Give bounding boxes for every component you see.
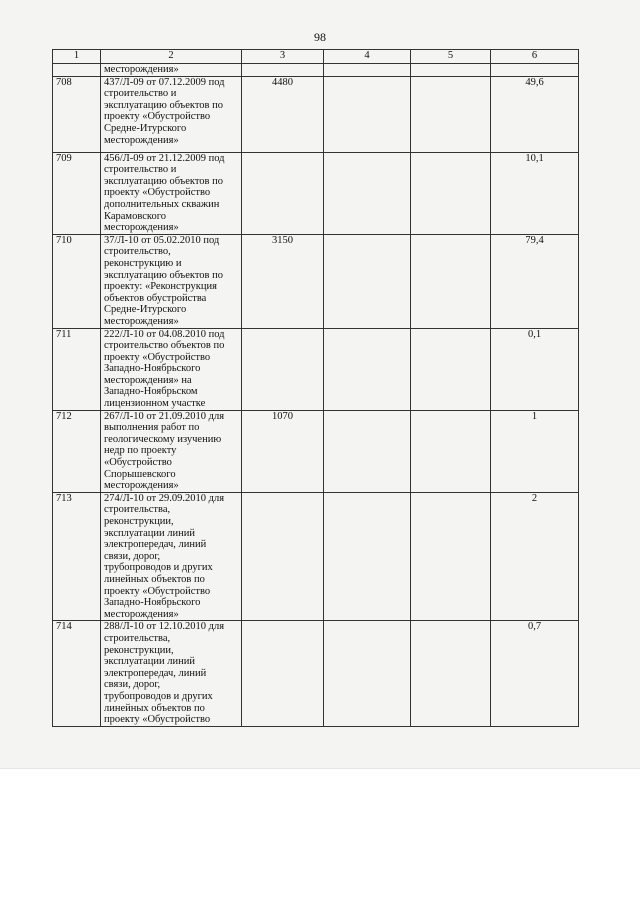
continuation-cell: месторождения»	[101, 64, 242, 77]
column-3-cell: 4480	[242, 76, 324, 152]
table-row	[53, 76, 579, 152]
column-5-cell	[411, 410, 491, 492]
column-header: 2	[101, 50, 242, 64]
column-4-cell	[324, 234, 411, 328]
column-header: 4	[324, 50, 411, 64]
continuation-row	[53, 64, 579, 77]
cell-empty	[491, 64, 579, 77]
column-3-cell	[242, 492, 324, 621]
column-4-cell	[324, 410, 411, 492]
column-header: 1	[53, 50, 101, 64]
row-number-cell: 713	[53, 492, 101, 621]
column-6-cell: 0,7	[491, 621, 579, 726]
row-number-cell: 708	[53, 76, 101, 152]
column-3-cell	[242, 328, 324, 410]
table-row	[53, 492, 579, 621]
table-row	[53, 410, 579, 492]
column-6-cell: 49,6	[491, 76, 579, 152]
row-number-cell: 712	[53, 410, 101, 492]
column-6-cell: 10,1	[491, 152, 579, 234]
description-cell: 37/Л-10 от 05.02.2010 под строительство, реконструкцию и эксплуатацию объектов по проекту: «Реконструкция объектов обустройства Средне-Итурского месторождения»	[101, 234, 242, 328]
column-5-cell	[411, 234, 491, 328]
column-number-row	[53, 50, 579, 64]
description-cell: 288/Л-10 от 12.10.2010 для строительства, реконструкции, эксплуатации линий электропередач, линий связи, дорог, трубопроводов и других линейных объектов по проекту «Обустройство	[101, 621, 242, 726]
column-5-cell	[411, 621, 491, 726]
land-plots-table	[52, 49, 579, 727]
column-4-cell	[324, 621, 411, 726]
column-4-cell	[324, 328, 411, 410]
column-6-cell: 1	[491, 410, 579, 492]
column-4-cell	[324, 76, 411, 152]
description-cell: 456/Л-09 от 21.12.2009 под строительство и эксплуатацию объектов по проекту «Обустройство дополнительных скважин Карамовского месторождения»	[101, 152, 242, 234]
column-3-cell: 3150	[242, 234, 324, 328]
cell-empty	[324, 64, 411, 77]
description-cell: 267/Л-10 от 21.09.2010 для выполнения работ по геологическому изучению недр по проекту «Обустройство Спорышевского месторождения»	[101, 410, 242, 492]
row-number-cell: 714	[53, 621, 101, 726]
description-cell: 222/Л-10 от 04.08.2010 под строительство объектов по проекту «Обустройство Западно-Ноябрьского месторождения» на Западно-Ноябрьском лицензионном участке	[101, 328, 242, 410]
column-3-cell	[242, 621, 324, 726]
column-5-cell	[411, 328, 491, 410]
column-4-cell	[324, 492, 411, 621]
row-number-cell: 710	[53, 234, 101, 328]
row-number-cell: 709	[53, 152, 101, 234]
column-5-cell	[411, 152, 491, 234]
page-number: 98	[314, 30, 326, 44]
column-5-cell	[411, 76, 491, 152]
cell-empty	[411, 64, 491, 77]
table-row	[53, 152, 579, 234]
description-cell: 274/Л-10 от 29.09.2010 для строительства, реконструкции, эксплуатации линий электропередач, линий связи, дорог, трубопроводов и других линейных объектов по проекту «Обустройство Западно-Ноябрьского месторождения»	[101, 492, 242, 621]
column-3-cell: 1070	[242, 410, 324, 492]
table-row	[53, 328, 579, 410]
cell-empty	[53, 64, 101, 77]
column-header: 3	[242, 50, 324, 64]
table-row	[53, 621, 579, 726]
column-header: 5	[411, 50, 491, 64]
column-3-cell	[242, 152, 324, 234]
column-5-cell	[411, 492, 491, 621]
column-header: 6	[491, 50, 579, 64]
cell-empty	[242, 64, 324, 77]
column-4-cell	[324, 152, 411, 234]
description-cell: 437/Л-09 от 07.12.2009 под строительство и эксплуатацию объектов по проекту «Обустройство Средне-Итурского месторождения»	[101, 76, 242, 152]
column-6-cell: 79,4	[491, 234, 579, 328]
row-number-cell: 711	[53, 328, 101, 410]
column-6-cell: 0,1	[491, 328, 579, 410]
column-6-cell: 2	[491, 492, 579, 621]
table-row	[53, 234, 579, 328]
